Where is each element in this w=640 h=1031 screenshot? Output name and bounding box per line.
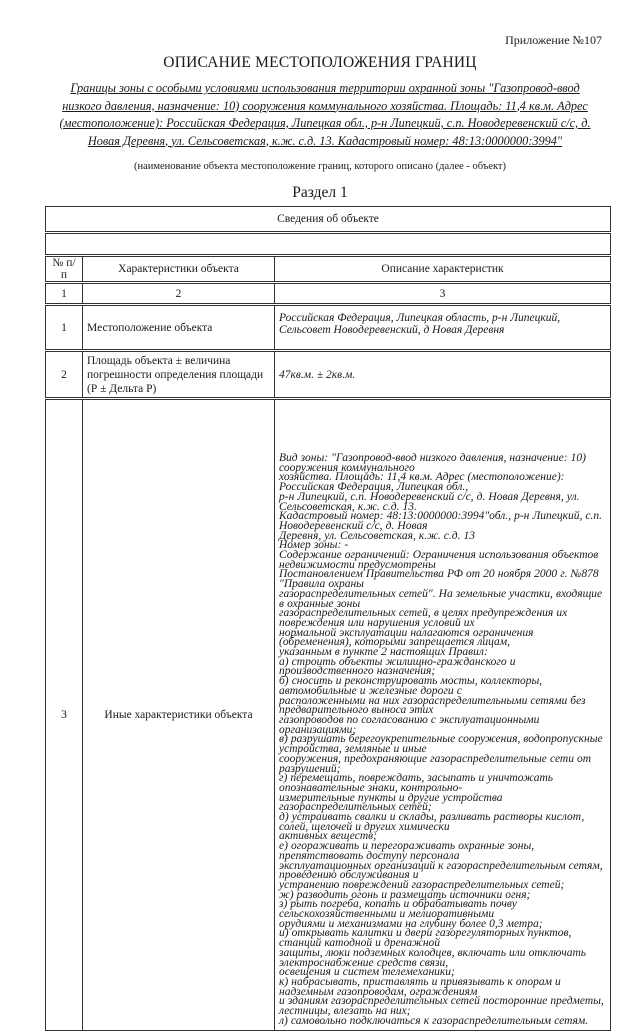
row-1-value: Российская Федерация, Липецкая область, р-н Липецкий, Сельсовет Новодеревенский, д Новая Деревня [275,305,611,351]
other-characteristics-line: Кадастровый номер: 48:13:0000000:3994"обл., р-н Липецкий, с.п. Новодеревенский с/с, д. Новая [279,510,603,532]
object-description-caption: (наименование объекта местоположение границ, которого описано (далее - объект) [133,161,507,172]
other-characteristics-line: е) огораживать и перегораживать охранные зоны, препятствовать доступу персонала [279,840,535,862]
other-characteristics-line: и зданиям газораспределительных сетей посторонние предметы, лестницы, влезать на них; [279,995,604,1018]
other-characteristics-line: и) открывать калитки и двери газорегуляторных пунктов, станций катодной и дренажной [279,927,572,950]
other-characteristics-line: л) самовольно подключаться к газораспределительным сетям. [279,1014,589,1027]
row-1-number: 1 [46,305,83,351]
other-characteristics-line: Постановлением Правительства РФ от 20 ноября 2000 г. №878 "Правила охраны [279,568,599,591]
other-characteristics-line: Деревня, ул. Сельсоветская, к.ж. с.д. 13 [279,529,476,542]
other-characteristics-line: а) строить объекты жилищно-гражданского и производственного назначения; [279,655,516,678]
other-characteristics-line: в) разрушать берегоукрепительные сооружения, водопропускные устройства, земляные и иные [279,733,603,756]
other-characteristics-line: защиты, люки подземных колодцев, включать или отключать электроснабжение средств связи, [279,946,587,969]
table-header-title: Сведения об объекте [46,207,611,233]
other-characteristics-line: расположенными на них газораспределительными сетями без предварительного выноса этих [279,694,586,717]
row-2-number: 2 [46,351,83,399]
row-3-number: 3 [46,399,83,1031]
other-characteristics-line: Содержание ограничений: Ограничения использования объектов недвижимости предусмотрены [279,549,599,571]
other-characteristics-line: б) сносить и реконструировать мосты, коллекторы, автомобильные и железные дороги с [279,675,543,697]
other-characteristics-line: освещения и систем телемеханики; [279,966,455,979]
object-info-table [45,206,611,1031]
other-characteristics-line: хозяйства. Площадь: 11,4 кв.м. Адрес (местоположение): Российская Федерация, Липецкая обл., [279,471,565,494]
col-number-2: 2 [83,283,275,305]
other-characteristics-line: з) рыть погреба, копать и обрабатывать почву сельскохозяйственными и мелиоративными [279,898,517,921]
other-characteristics-line: орудиями и механизмами на глубину более 0,3 метра; [279,917,543,930]
row-3-value [275,399,611,1031]
other-characteristics-line: газопроводов по согласованию с эксплуатационными организациями; [279,713,540,736]
row-1-characteristic: Местоположение объекта [83,305,275,351]
col-header-number: № п/п [46,256,83,283]
row-3-characteristic: Иные характеристики объекта [83,399,275,1031]
other-characteristics-line: р-н Липецкий, с.п. Новодеревенский с/с, д. Новая Деревня, ул. Сельсоветская, к.ж. с.д. 13. [279,490,580,513]
object-description: Границы зоны с особыми условиями использования территории охранной зоны "Газопровод-ввод низкого давления, назначение: 10) сооружения коммунального хозяйства. Площадь: 11,4 кв.м. Адрес (местоположение): Российская Федерация, Липецкая обл., р-н Липецкий, с.п. Новодеревенский с/с, д. Новая Деревня, ул. Сельсоветская, к.ж. с.д. 13. Кадастровый номер: 48:13:0000000:3994" [59,81,591,148]
table-spacer-row [46,233,611,256]
other-characteristics-line: устранению повреждений газораспределительных сетей; [279,878,565,891]
document-title: ОПИСАНИЕ МЕСТОПОЛОЖЕНИЯ ГРАНИЦ [163,54,477,71]
appendix-number: Приложение №107 [505,33,602,47]
col-header-characteristic: Характеристики объекта [83,256,275,283]
other-characteristics-line: сооружения, предохраняющие газораспределительные сети от разрушений; [279,752,592,775]
other-characteristics-line: указанным в пункте 2 настоящих Правил: [279,646,488,659]
other-characteristics-line: г) перемещать, повреждать, засыпать и уничтожать опознавательные знаки, контрольно- [279,772,553,794]
col-number-1: 1 [46,283,83,305]
row-2-characteristic: Площадь объекта ± величина погрешности определения площади (Р ± Дельта Р) [83,351,275,399]
other-characteristics-line: газораспределительных сетей". На земельные участки, входящие в охранные зоны [279,587,603,610]
other-characteristics-line: измерительные пункты и другие устройства газораспределительных сетей; [279,791,503,814]
section-title: Раздел 1 [292,184,348,201]
other-characteristics-line: газораспределительных сетей, в целях предупреждения их повреждения или нарушения условий их [279,607,568,629]
col-number-3: 3 [275,283,611,305]
other-characteristics-line: активных веществ; [279,830,377,843]
other-characteristics-line: ж) разводить огонь и размещать источники огня; [279,888,531,901]
row-2-value: 47кв.м. ± 2кв.м. [275,351,611,399]
other-characteristics-line: к) набрасывать, приставлять и привязывать к опорам и надземным газопроводам, ограждениям [279,975,561,998]
other-characteristics-line: Номер зоны: - [279,539,349,552]
other-characteristics-line: эксплуатационных организаций к газораспределительным сетям, проведению обслуживания и [279,859,603,882]
col-header-description: Описание характеристик [275,256,611,283]
other-characteristics-line: нормальной эксплуатации налагаются ограничения (обременения), которыми запрещается лицам, [279,626,534,649]
other-characteristics-line: д) устраивать свалки и склады, разливать растворы кислот, солей, щелочей и других химически [279,811,585,833]
other-characteristics-line: Вид зоны: "Газопровод-ввод низкого давления, назначение: 10) сооружения коммунального [279,452,587,474]
